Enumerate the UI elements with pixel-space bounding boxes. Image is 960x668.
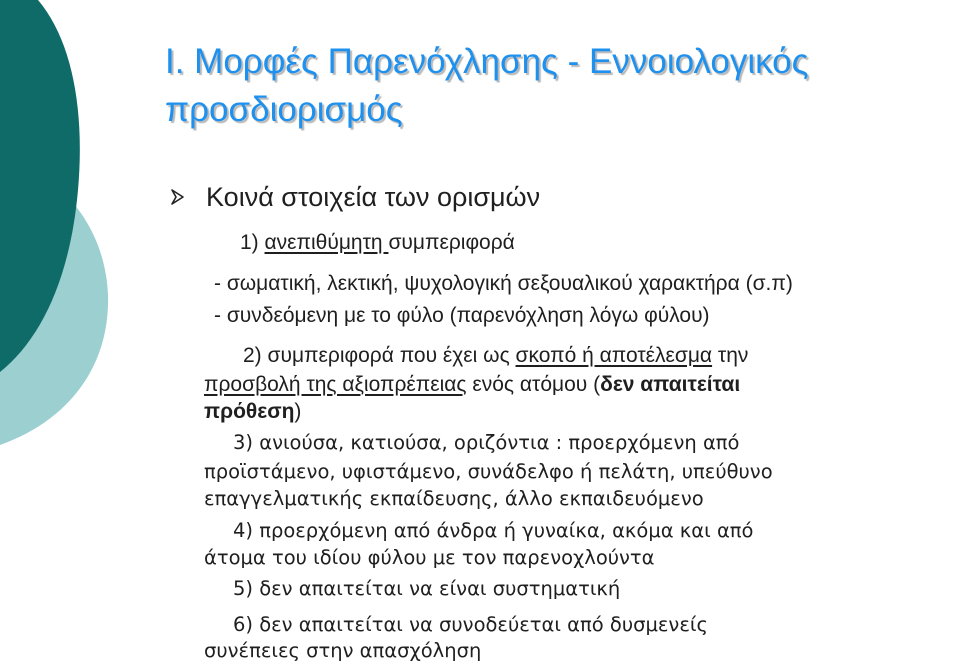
item-2-line-1	[243, 342, 748, 370]
item-2-underlined-1: σκοπό ή αποτέλεσμα	[515, 344, 713, 367]
item-2-bold-2: πρόθεση	[204, 400, 295, 423]
item-2-text-b: την	[712, 344, 749, 367]
item-2-underlined-2: προσβολή της αξιοπρέπειας	[204, 373, 467, 396]
item-5: 5) δεν απαιτείται να είναι συστηματική	[233, 577, 621, 600]
item-1-sub-1: - σωματική, λεκτική, ψυχολογική σεξουαλικού χαρακτήρα (σ.π)	[214, 272, 793, 295]
arrow-bullet-icon	[170, 188, 186, 206]
title-line-2: προσδιορισμός	[165, 90, 403, 129]
item-3-line-3: επαγγελματικής εκπαίδευσης, άλλο εκπαιδευόμενο	[204, 487, 704, 510]
item-1-sub-2: - συνδεόμενη με το φύλο (παρενόχληση λόγω φύλου)	[214, 304, 710, 327]
item-2-bold-1: δεν απαιτείται	[600, 373, 741, 396]
item-6-line-1: 6) δεν απαιτείται να συνοδεύεται από δυσμενείς	[233, 613, 708, 636]
item-2-line-2	[204, 371, 740, 399]
decorative-side-shapes	[0, 0, 140, 668]
item-3-line-1: 3) ανιούσα, κατιούσα, οριζόντια : προερχόμενη από	[233, 431, 740, 454]
item-2-close: )	[294, 400, 302, 423]
item-4-line-2: άτομα του ιδίου φύλου με τον παρενοχλούντα	[204, 546, 655, 569]
item-1	[240, 229, 515, 257]
item-2-text-c: ενός ατόμου (	[466, 373, 601, 396]
item-3-line-2: προϊστάμενο, υφιστάμενο, συνάδελφο ή πελάτη, υπεύθυνο	[204, 460, 773, 483]
item-2-text-a: 2) συμπεριφορά που έχει ως	[243, 344, 516, 367]
heading-text: Κοινά στοιχεία των ορισμών	[206, 182, 541, 212]
item-1-rest: συμπεριφορά	[388, 231, 515, 254]
item-1-underlined: ανεπιθύμητη	[264, 231, 389, 254]
bullet-heading	[170, 180, 540, 214]
item-2-line-3	[204, 398, 301, 426]
item-1-number: 1)	[240, 231, 265, 254]
title-line-1: I. Μορφές Παρενόχλησης - Εννοιολογικός	[165, 42, 809, 81]
item-4-line-1: 4) προερχόμενη από άνδρα ή γυναίκα, ακόμα και από	[233, 519, 754, 542]
slide-title	[165, 38, 945, 134]
item-6-line-2: συνέπειες στην απασχόληση	[204, 639, 482, 662]
